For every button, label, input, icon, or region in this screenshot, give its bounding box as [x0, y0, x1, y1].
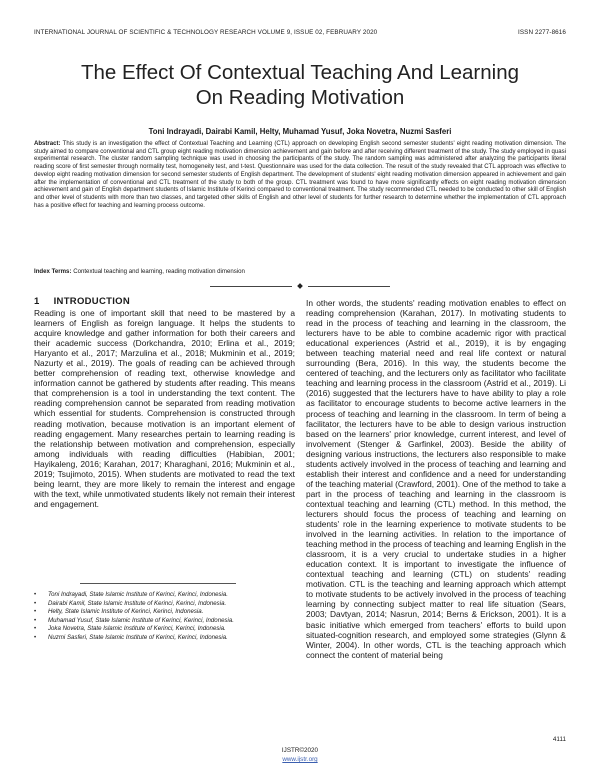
page-number: 4111 — [552, 736, 566, 743]
section-divider — [210, 282, 390, 290]
left-column-body: Reading is one of important skill that need to be mastered by a learners of English as foreign language. It helps the students to acquire knowledge and gather information for both their careers and their academic success (Dorkchandra, 2010; Erlina et al., 2019; Haryanto et al., 2017; Marzulina et al., 2018; Mukminin et al., 2019; Nazurty et al., 2019). The goals of reading can be achieved through better comprehension of reading text, otherwise knowledge and information cannot be gathered by students after reading. This means that comprehension is a tool in understanding the text content. The reading comprehension cannot be separated from reading motivation which essential for students. Comprehension is constructed through reading motivation, because motivation is an important element of reading engagement. Many researches pertain to learning reading is the relationship between motivation and comprehension, especially among individuals with reading difficulties (Habibian, 2001; Hayikaleng, 2016; Karahan, 2017; Kharaghani, 2016; Mukminin et al., 2019; Tsujimoto, 2015). When students are motivated to read the text being learnt, they are more likely to remain the interest and engage with the text, while unmotivated students likely not remain their interest and engagement. — [34, 308, 295, 509]
title-line-1: The Effect Of Contextual Teaching And Learning — [80, 61, 519, 84]
diamond-icon — [297, 283, 303, 289]
section-title: INTRODUCTION — [53, 296, 131, 307]
paper-title — [30, 60, 570, 110]
index-terms — [34, 268, 566, 275]
footnote-item: • Toni Indrayadi, State Islamic Institute of Kerinci, Kerinci, Indonesia. — [34, 591, 296, 600]
divider-line-left — [210, 286, 292, 287]
abstract — [34, 141, 566, 210]
right-column-body: In other words, the students' reading motivation enables to effect on reading comprehension (Karahan, 2017). In motivating students to read in the process of teaching and learning in the classroom, the lecturers have to be able to combine academic rigor with practical educational experiences (Astrid et al., 2019), it is by engaging between teaching material need and real life context or natural surrounding (Bera, 2016). In this way, the students become the centered of teaching, and the lecturers only as facilitator who facilitate teaching and learning process in the classroom (Astrid et al., 2019). Li (2016) suggested that the lecturers have to have ability to play a role as facilitator to encourage students to become active learners in the process of teaching and learning in the classroom. In term of being a facilitator, the lecturers have to be able to design various instruction based on the learners' prior knowledge, current interest, and level of involvement (Stenger & Garfinkel, 2003). Beside the ability of designing various instructions, the lecturers also responsible to make students actively involved in the process of teaching and learning and establish their interest and confidence and a need for understanding of the teaching material (Crawford, 2001). One of the method to take a part in the process of teaching and learning in the classroom is contextual teaching and learning (CTL) method. In this method, the lecturers should focus the process of teaching and learning on students' role in the learning experience to motivate students to be involved in the learning activities. In relation to the importance of teaching method in the process of teaching and learning English in the classroom, it is a very crucial to undertake studies in a higher education context. It is important to investigate the influence of contextual teaching and learning (CTL) on students' reading motivation. CTL is the teaching and learning approach which attempt to motivate students to be actively involved in the process of teaching learning by connecting subject matter to real life situation (Sears, 2003; Davtyan, 2014; Nasrun, 2014; Berns & Erickson, 2001). It is a basic initiative which emerged from teachers' efforts to build upon situated-cognition research, and employed some strategies (Glynn & Winter, 2004). In other words, CTL is the teaching approach which connect the content of material being — [306, 298, 566, 660]
footnote-rule — [80, 583, 236, 584]
page-footer — [0, 746, 600, 764]
author-list: Toni Indrayadi, Dairabi Kamil, Helty, Muhamad Yusuf, Joka Novetra, Nuzmi Sasferi — [148, 127, 452, 136]
footnote-item: • Nuzmi Sasferi, State Islamic Institute of Kerinci, Kerinci, Indonesia. — [34, 634, 296, 643]
footnote-item: • Helty, State Islamic Institute of Kerinci, Kerinci, Indonesia. — [34, 608, 296, 617]
index-terms-label: Index Terms: — [34, 268, 72, 275]
author-footnotes — [34, 591, 296, 643]
abstract-text: This study is an investigation the effect of Contextual Teaching and Learning (CTL) approach on developing English second semester students' eight reading motivation dimension. The study aimed to compare conventional and CTL group eight reading motivation dimension achievement and gain before and after receiving different treatment of the study. The study employed in quasi experimental research. The cluster random sampling technique was used in choosing the participants of the study. The random sampling was administered after analyzing the participants literal reading score of first semester through normality test, homogeneity test, and t-test. Questionnaire was used for the data collection. The result of the study revealed that CTL approach was effective to develop eight reading motivation dimension for second semester students of English department. The development of students' eight reading motivation dimension appeared in achievement and gain after the implementation of conventional and CTL treatment of the study to both of the group. CTL treatment was found to have more significantly effects on eight reading motivation dimension achievement and gain of English department students of Islamic Institute of Kerinci compared to conventional treatment. The study recommended CTL needed to be conducted to other skill of English and other level of students with more than two classes, and targeted other skills of English and other level of students for further research to determine whether the implementation of CTL approach has a positive effect for teaching and learning process outcome. — [34, 141, 566, 209]
footer-copyright: IJSTR©2020 — [281, 747, 319, 754]
section-heading — [34, 296, 130, 307]
issn: ISSN 2277-8616 — [518, 29, 566, 36]
running-header — [34, 29, 566, 36]
section-number: 1 — [34, 296, 40, 307]
journal-name: INTERNATIONAL JOURNAL OF SCIENTIFIC & TECHNOLOGY RESEARCH VOLUME 9, ISSUE 02, FEBRUARY 2020 — [34, 29, 378, 36]
title-line-2: On Reading Motivation — [195, 86, 405, 109]
index-terms-text: Contextual teaching and learning, reading motivation dimension — [73, 268, 245, 275]
footnote-item: • Joka Novetra, State Islamic Institute of Kerinci, Kerinci, Indonesia. — [34, 625, 296, 634]
footnote-item: • Dairabi Kamil, State Islamic Institute of Kerinci, Kerinci, Indonesia. — [34, 600, 296, 609]
divider-line-right — [308, 286, 390, 287]
abstract-label: Abstract: — [34, 141, 61, 147]
footer-url-link[interactable]: www.ijstr.org — [282, 756, 318, 763]
footnote-item: • Muhamad Yusuf, State Islamic Institute of Kerinci, Kerinci, Indonesia. — [34, 617, 296, 626]
